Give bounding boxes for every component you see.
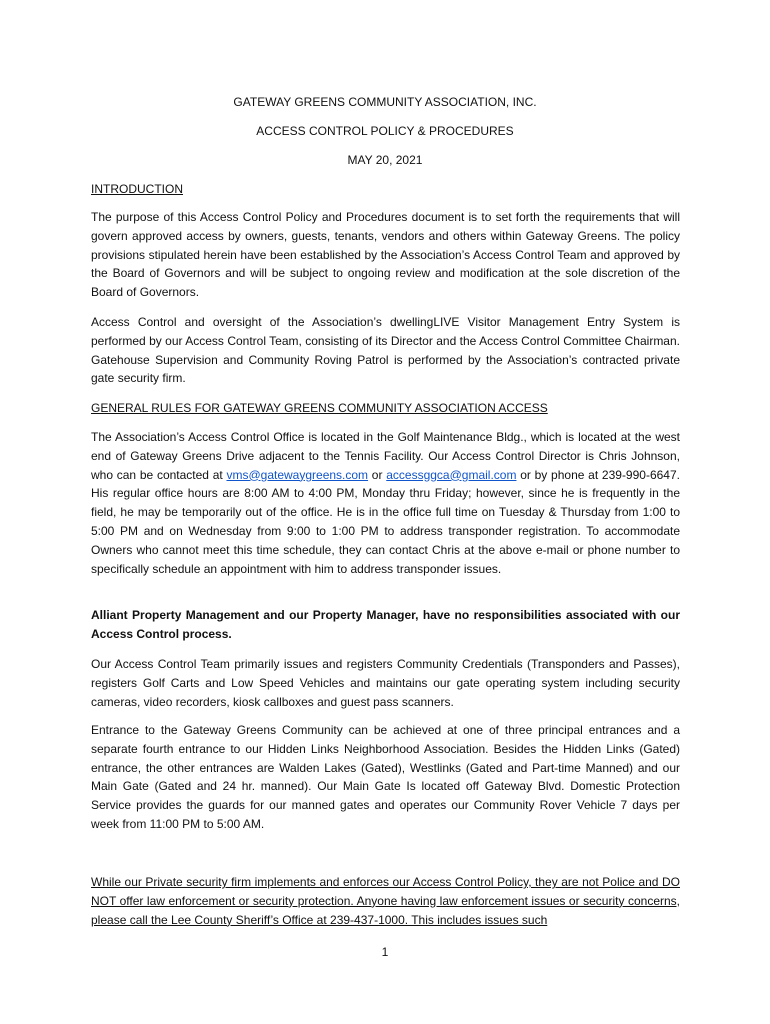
- org-name: GATEWAY GREENS COMMUNITY ASSOCIATION, INC.: [233, 95, 537, 109]
- page-number: 1: [381, 945, 389, 959]
- rules-paragraph-1: [91, 428, 680, 578]
- email-link-vms[interactable]: vms@gatewaygreens.com: [226, 467, 369, 482]
- rules-paragraph-2: Our Access Control Team primarily issues and registers Community Credentials (Transponders and Passes), registers Golf Carts and Low Speed Vehicles and maintains our gate operating system including security cameras, video recorders, kiosk callboxes and guest pass scanners.: [91, 657, 680, 709]
- document-date: MAY 20, 2021: [347, 153, 423, 167]
- rules-paragraph-1-part-c: or by phone at 239-990-6647. His regular office hours are 8:00 AM to 4:00 PM, Monday thru Friday; however, since he is frequently in the field, he may be temporarily out of the office. He is in the office full time on Tuesday & Thursday from 1:00 to 5:00 PM and on Wednesday from 9:00 to 1:00 PM to address transponder registration. To accommodate Owners who cannot meet this time schedule, they can contact Chris at the above e-mail or phone number to specifically schedule an appointment with him to address transponder issues.: [91, 467, 680, 576]
- document-title: ACCESS CONTROL POLICY & PROCEDURES: [256, 124, 514, 138]
- property-management-note: Alliant Property Management and our Property Manager, have no responsibilities associated with our Access Control process.: [91, 608, 680, 641]
- rules-paragraph-1-part-b: or: [368, 467, 387, 482]
- rules-paragraph-4: While our Private security firm implements and enforces our Access Control Policy, they are not Police and DO NOT offer law enforcement or security protection. Anyone having law enforcement issues or security concerns, please call the Lee County Sheriff’s Office at 239-437-1000. This includes issues such: [91, 875, 680, 927]
- general-rules-heading: GENERAL RULES FOR GATEWAY GREENS COMMUNITY ASSOCIATION ACCESS: [91, 401, 548, 415]
- introduction-heading: INTRODUCTION: [91, 182, 183, 196]
- intro-paragraph-1: The purpose of this Access Control Policy and Procedures document is to set forth the requirements that will govern approved access by owners, guests, tenants, vendors and others within Gateway Greens. The policy provisions stipulated herein have been established by the Association’s Access Control Team and approved by the Board of Governors and will be subject to ongoing review and modification at the sole discretion of the Board of Governors.: [91, 210, 680, 300]
- intro-paragraph-2: Access Control and oversight of the Association’s dwellingLIVE Visitor Management Entry System is performed by our Access Control Team, consisting of its Director and the Access Control Committee Chairman. Gatehouse Supervision and Community Roving Patrol is performed by the Association’s contracted private gate security firm.: [91, 315, 680, 386]
- email-link-accessggca[interactable]: accessggca@gmail.com: [386, 467, 517, 482]
- rules-paragraph-3: Entrance to the Gateway Greens Community can be achieved at one of three principal entrances and a separate fourth entrance to our Hidden Links Neighborhood Association. Besides the Hidden Links (Gated) entrance, the other entrances are Walden Lakes (Gated), Westlinks (Gated and Part-time Manned) and our Main Gate (Gated and 24 hr. manned). Our Main Gate Is located off Gateway Blvd. Domestic Protection Service provides the guards for our manned gates and operates our Community Rover Vehicle 7 days per week from 11:00 PM to 5:00 AM.: [91, 723, 680, 831]
- rules-paragraph-1-part-a: The Association’s Access Control Office is located in the Golf Maintenance Bldg., which is located at the west end of Gateway Greens Drive adjacent to the Tennis Facility. Our Access Control Director is Chris Johnson, who can be contacted at: [91, 430, 680, 482]
